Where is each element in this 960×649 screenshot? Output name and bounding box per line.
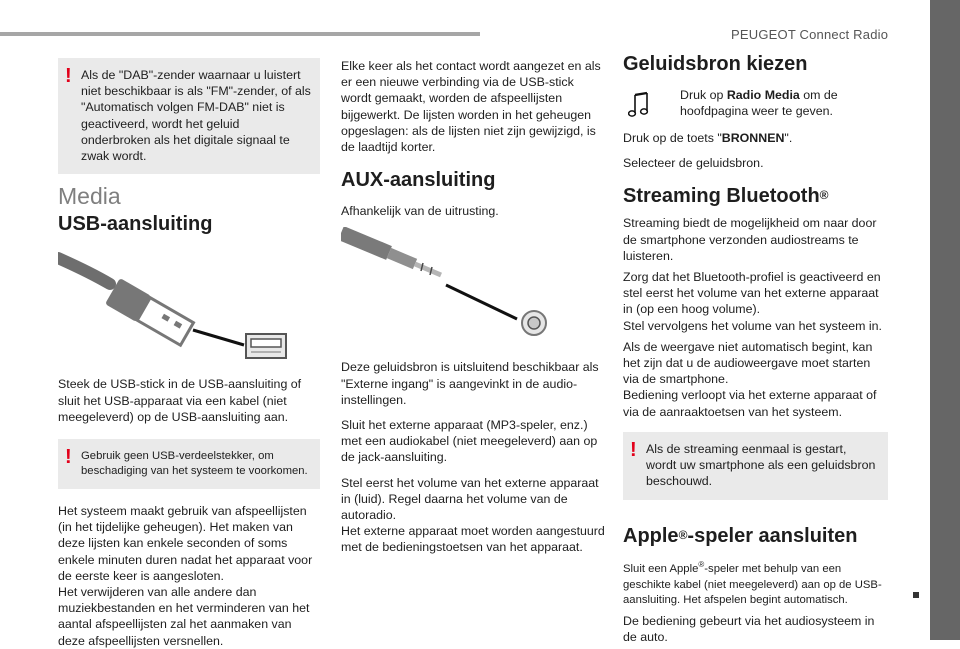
source-instruction-text: Druk op Radio Media om de hoofdpagina weer te geven. (680, 88, 838, 119)
header-title: PEUGEOT Connect Radio (731, 27, 889, 42)
aux-connect-text: Sluit het externe apparaat (MP3-speler, enz.) met een audiokabel (niet meegeleverd) aan op de jack-aansluiting. (341, 418, 598, 465)
aux-input-text: Deze geluidsbron is uitsluitend beschikbaar als "Externe ingang" is aangevinkt in de audio-instellingen. (341, 360, 599, 407)
aux-heading: AUX-aansluiting (341, 169, 496, 192)
aux-availability-text: Afhankelijk van de uitrusting. (341, 204, 499, 219)
column-2 (341, 58, 606, 556)
usb-illustration (58, 240, 320, 360)
aux-control-text: Het externe apparaat moet worden aangestuurd met de bedieningstoetsen van het apparaat. (341, 524, 605, 555)
usb-hub-warning-note (58, 439, 320, 489)
apple-connect-text: Sluit een Apple®-speler met behulp van een geschikte kabel (niet meegeleverd) aan op de USB-aansluiting. Het afspelen begint automatisch. (623, 560, 882, 607)
source-heading: Geluidsbron kiezen (623, 53, 808, 75)
header-rule (0, 32, 480, 36)
bluetooth-volume-text: Stel vervolgens het volume van het systeem in. (623, 318, 882, 333)
media-heading: Media (58, 183, 121, 210)
side-tab-bar (930, 0, 960, 640)
bluetooth-heading: Streaming Bluetooth® (623, 185, 829, 208)
warning-icon: ! (65, 65, 72, 87)
bronnen-instruction: Druk op de toets "BRONNEN". (623, 131, 793, 145)
dab-warning-text: Als de "DAB"-zender waarnaar u luistert niet beschikbaar is als "FM"-zender, of als "Automatisch volgen FM-DAB" niet is geactiveerd, wordt het geluid onderbroken als het digitale signaal te zwak wordt. (81, 68, 311, 164)
dab-warning-note (58, 58, 320, 174)
bluetooth-intro-text: Streaming biedt de mogelijkheid om naar door de smartphone verzonden audiostreams te luisteren. (623, 216, 877, 263)
usb-heading: USB-aansluiting (58, 213, 213, 236)
radio-media-label: Radio Media (726, 88, 800, 102)
usb-connect-text: Steek de USB-stick in de USB-aansluiting of sluit het USB-apparaat via een kabel (niet meegeleverd) op de USB-aansluiting aan. (58, 377, 302, 424)
playlist-text-2: Het verwijderen van alle andere dan muziekbestanden en het verminderen van het aantal afspeellijsten zal het aanmaken van deze afspeellijsten versnellen. (58, 585, 310, 648)
warning-icon: ! (630, 438, 637, 461)
usb-plug-icon (58, 240, 320, 360)
select-source-text: Selecteer de geluidsbron. (623, 156, 764, 171)
usb-hub-warning-text: Gebruik geen USB-verdeelstekker, om beschadiging van het systeem te voorkomen. (81, 450, 308, 478)
playlist-update-text: Elke keer als het contact wordt aangezet en als er een nieuwe verbinding via de USB-stick wordt gemaakt, worden de afspeellijsten bijgewerkt. De lijsten worden in het geheugen opgeslagen: als de lijsten niet zijn gewijzigd, is de laadtijd korter. (341, 59, 601, 155)
music-note-icon (628, 91, 650, 119)
streaming-warning-note (623, 432, 888, 501)
bluetooth-control-text: Bediening verloopt via het externe apparaat of via de aanraaktoetsen van het systeem. (623, 388, 877, 419)
warning-icon: ! (65, 446, 72, 469)
column-1 (58, 58, 320, 649)
page-marker (913, 592, 919, 598)
jack-plug-icon (341, 227, 606, 343)
bronnen-label: BRONNEN (721, 131, 785, 145)
source-instruction-row (623, 87, 888, 123)
streaming-warning-text: Als de streaming eenmaal is gestart, wordt uw smartphone als een geluidsbron beschouwd. (646, 441, 876, 489)
column-3 (623, 52, 888, 645)
bluetooth-profile-text: Zorg dat het Bluetooth-profiel is geactiveerd en stel eerst het volume van het externe apparaat in (op een hoog volume). (623, 270, 881, 317)
bluetooth-start-text: Als de weergave niet automatisch begint, kan het zijn dat u de audioweergave moet starten via de smartphone. (623, 339, 873, 387)
aux-illustration (341, 227, 606, 343)
apple-control-text: De bediening gebeurt via het audiosysteem in de auto. (623, 614, 875, 645)
apple-heading: Apple®-speler aansluiten (623, 525, 858, 548)
aux-volume-text: Stel eerst het volume van het externe apparaat in (luid). Regel daarna het volume van de autoradio. (341, 475, 599, 523)
playlist-text-1: Het systeem maakt gebruik van afspeellijsten (in het tijdelijke geheugen). Het maken van deze lijsten kan enkele seconden of soms enkele minuten duren nadat het apparaat voor de eerste keer is aangesloten. (58, 504, 313, 583)
